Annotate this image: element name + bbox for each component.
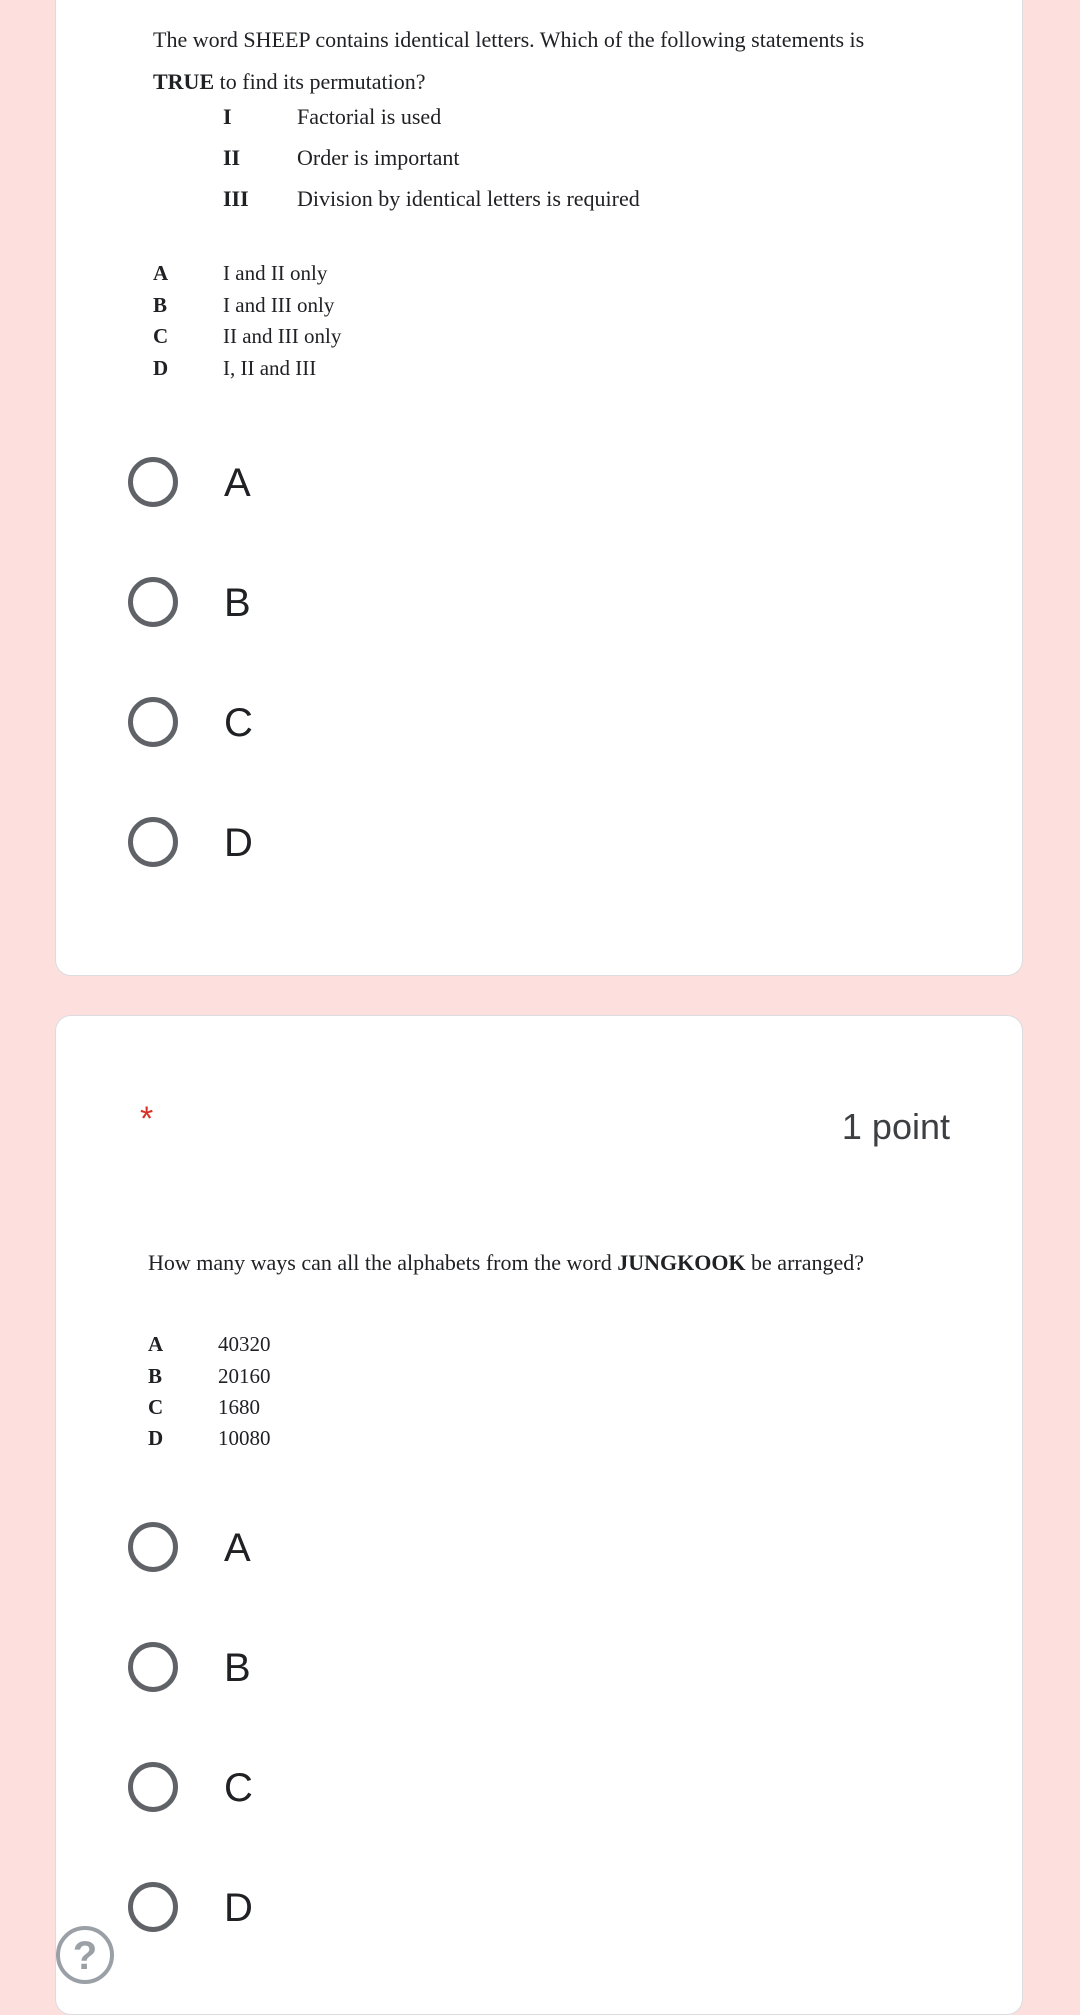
answer-choice-row [153, 258, 327, 288]
radio-option-b[interactable] [128, 1640, 428, 1700]
statement-row [223, 102, 441, 132]
question-text [153, 19, 864, 103]
question-text-line-2 [153, 61, 864, 103]
radio-button[interactable] [128, 817, 178, 867]
question-text-rest: to find its permutation? [214, 69, 426, 94]
option-label[interactable]: D [224, 821, 253, 865]
question-emphasis: JUNGKOOK [617, 1250, 746, 1275]
statement-row [223, 143, 460, 173]
radio-option-d[interactable] [128, 815, 428, 875]
statement-text: Order is important [297, 145, 460, 170]
answer-choice-row [148, 1361, 271, 1391]
radio-button[interactable] [128, 577, 178, 627]
option-label[interactable]: C [224, 1766, 253, 1810]
help-icon[interactable]: ? [56, 1926, 114, 1984]
option-label[interactable]: C [224, 701, 253, 745]
answer-choice-row [148, 1329, 271, 1359]
radio-option-a[interactable] [128, 1520, 428, 1580]
choice-text: I, II and III [223, 356, 317, 380]
choice-letter: C [148, 1395, 164, 1419]
choice-text: I and III only [223, 293, 335, 317]
radio-option-c[interactable] [128, 695, 428, 755]
answer-choice-row [153, 290, 334, 320]
choice-letter: A [153, 261, 169, 285]
question-card-sheep [55, 0, 1023, 976]
choice-text: 20160 [218, 1364, 271, 1388]
statement-number: II [223, 145, 241, 170]
question-card-jungkook [55, 1015, 1023, 2015]
option-label[interactable]: A [224, 461, 251, 505]
radio-option-b[interactable] [128, 575, 428, 635]
option-label[interactable]: B [224, 581, 251, 625]
answer-choice-row [153, 353, 316, 383]
choice-text: 1680 [218, 1395, 260, 1419]
choice-letter: D [153, 356, 169, 380]
choice-letter: B [148, 1364, 163, 1388]
statement-text: Factorial is used [297, 104, 442, 129]
statement-number: I [223, 104, 232, 129]
radio-button[interactable] [128, 1882, 178, 1932]
choice-letter: C [153, 324, 169, 348]
choice-text: I and II only [223, 261, 328, 285]
question-text-line-1: The word SHEEP contains identical letters. Which of the following statements is [153, 27, 865, 52]
points-label: 1 point [841, 1106, 950, 1147]
choice-letter: B [153, 293, 168, 317]
question-text [148, 1242, 864, 1284]
radio-button[interactable] [128, 1522, 178, 1572]
answer-choice-row [148, 1392, 260, 1422]
radio-button[interactable] [128, 457, 178, 507]
choice-text: II and III only [223, 324, 342, 348]
answer-choice-row [148, 1423, 271, 1453]
choice-text: 10080 [218, 1426, 271, 1450]
question-text-post: be arranged? [745, 1250, 865, 1275]
question-emphasis: TRUE [153, 69, 215, 94]
choice-text: 40320 [218, 1332, 271, 1356]
radio-option-a[interactable] [128, 455, 428, 515]
option-label[interactable]: B [224, 1646, 251, 1690]
option-label[interactable]: D [224, 1886, 253, 1930]
statement-number: III [223, 186, 249, 211]
radio-button[interactable] [128, 1762, 178, 1812]
question-text-pre: How many ways can all the alphabets from the word [148, 1250, 618, 1275]
radio-button[interactable] [128, 697, 178, 747]
option-label[interactable]: A [224, 1526, 251, 1570]
choice-letter: A [148, 1332, 164, 1356]
answer-choice-row [153, 321, 341, 351]
radio-option-d[interactable] [128, 1880, 428, 1940]
statement-text: Division by identical letters is required [297, 186, 640, 211]
radio-button[interactable] [128, 1642, 178, 1692]
statement-row [223, 184, 640, 214]
choice-letter: D [148, 1426, 164, 1450]
required-asterisk: * [140, 1100, 154, 1138]
radio-option-c[interactable] [128, 1760, 428, 1820]
